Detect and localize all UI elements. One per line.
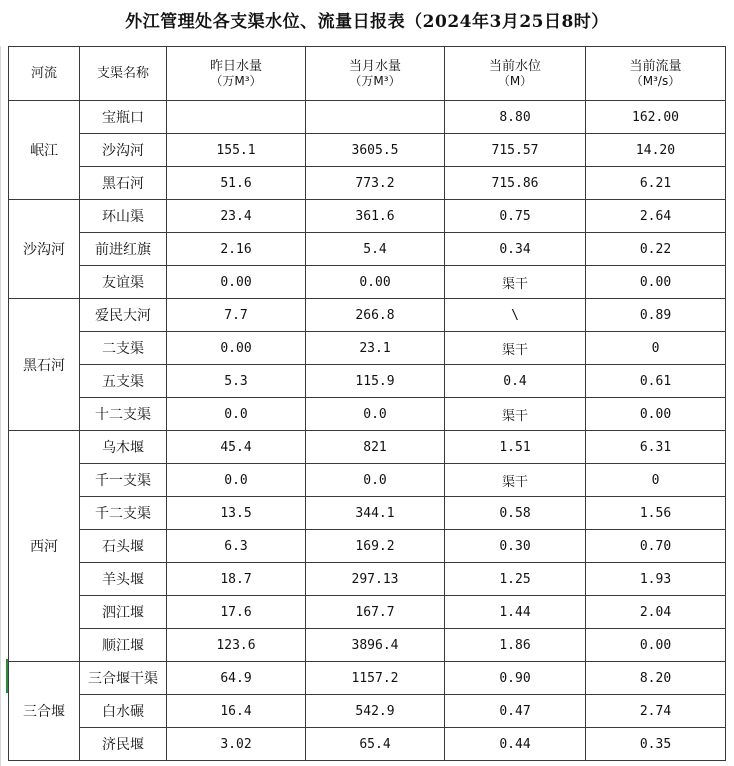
river-cell[interactable]: 岷江 bbox=[9, 101, 80, 200]
yesterday-volume-cell[interactable]: 5.3 bbox=[167, 365, 306, 398]
table-row bbox=[9, 464, 726, 497]
branch-cell[interactable]: 十二支渠 bbox=[80, 398, 167, 431]
flow-rate-cell[interactable]: 1.93 bbox=[586, 563, 726, 596]
table-row bbox=[9, 398, 726, 431]
branch-cell[interactable]: 千二支渠 bbox=[80, 497, 167, 530]
header-yesterday[interactable] bbox=[167, 47, 306, 101]
month-volume-cell[interactable]: 169.2 bbox=[306, 530, 445, 563]
yesterday-volume-cell[interactable]: 0.00 bbox=[167, 332, 306, 365]
table-row bbox=[9, 365, 726, 398]
yesterday-volume-cell[interactable]: 23.4 bbox=[167, 200, 306, 233]
flow-rate-cell[interactable]: 0.61 bbox=[586, 365, 726, 398]
water-level-cell[interactable]: 715.86 bbox=[445, 167, 586, 200]
header-flow-unit: （M³/s） bbox=[630, 73, 681, 88]
flow-rate-cell[interactable]: 0.70 bbox=[586, 530, 726, 563]
header-month-unit: （万M³） bbox=[349, 73, 401, 88]
water-level-cell[interactable]: 1.25 bbox=[445, 563, 586, 596]
water-level-cell[interactable]: 渠干 bbox=[445, 266, 586, 299]
month-volume-cell[interactable]: 773.2 bbox=[306, 167, 445, 200]
branch-cell[interactable]: 羊头堰 bbox=[80, 563, 167, 596]
table-row bbox=[9, 332, 726, 365]
row-selection-marker bbox=[6, 659, 8, 693]
yesterday-volume-cell[interactable]: 0.0 bbox=[167, 398, 306, 431]
report-table bbox=[8, 46, 726, 761]
month-volume-cell[interactable]: 361.6 bbox=[306, 200, 445, 233]
branch-cell[interactable]: 宝瓶口 bbox=[80, 101, 167, 134]
header-flow-label: 当前流量 bbox=[629, 58, 682, 74]
sheet-left-rule bbox=[0, 46, 1, 766]
yesterday-volume-cell[interactable]: 64.9 bbox=[167, 662, 306, 695]
water-level-cell[interactable]: 0.58 bbox=[445, 497, 586, 530]
branch-cell[interactable]: 二支渠 bbox=[80, 332, 167, 365]
month-volume-cell[interactable]: 297.13 bbox=[306, 563, 445, 596]
water-level-cell[interactable]: \ bbox=[445, 299, 586, 332]
table-row bbox=[9, 134, 726, 167]
branch-cell[interactable]: 黑石河 bbox=[80, 167, 167, 200]
table-row bbox=[9, 662, 726, 695]
yesterday-volume-cell[interactable]: 2.16 bbox=[167, 233, 306, 266]
month-volume-cell[interactable]: 167.7 bbox=[306, 596, 445, 629]
header-yesterday-label: 昨日水量 bbox=[209, 58, 262, 74]
table-row bbox=[9, 596, 726, 629]
flow-rate-cell[interactable]: 0.00 bbox=[586, 629, 726, 662]
branch-cell[interactable]: 爱民大河 bbox=[80, 299, 167, 332]
water-level-cell[interactable]: 1.86 bbox=[445, 629, 586, 662]
branch-cell[interactable]: 泗江堰 bbox=[80, 596, 167, 629]
header-level-label: 当前水位 bbox=[488, 58, 541, 74]
yesterday-volume-cell[interactable]: 45.4 bbox=[167, 431, 306, 464]
water-level-cell[interactable]: 0.90 bbox=[445, 662, 586, 695]
table-row bbox=[9, 530, 726, 563]
water-level-cell[interactable]: 715.57 bbox=[445, 134, 586, 167]
branch-cell[interactable]: 前进红旗 bbox=[80, 233, 167, 266]
header-level[interactable] bbox=[445, 47, 586, 101]
river-cell[interactable]: 西河 bbox=[9, 431, 80, 662]
yesterday-volume-cell[interactable]: 6.3 bbox=[167, 530, 306, 563]
table-row bbox=[9, 431, 726, 464]
flow-rate-cell[interactable]: 0.00 bbox=[586, 266, 726, 299]
month-volume-cell[interactable]: 266.8 bbox=[306, 299, 445, 332]
water-level-cell[interactable]: 渠干 bbox=[445, 398, 586, 431]
month-volume-cell[interactable]: 0.0 bbox=[306, 398, 445, 431]
month-volume-cell[interactable]: 0.0 bbox=[306, 464, 445, 497]
month-volume-cell[interactable]: 3605.5 bbox=[306, 134, 445, 167]
branch-cell[interactable]: 环山渠 bbox=[80, 200, 167, 233]
water-level-cell[interactable]: 8.80 bbox=[445, 101, 586, 134]
month-volume-cell[interactable]: 65.4 bbox=[306, 728, 445, 761]
river-cell[interactable]: 沙沟河 bbox=[9, 200, 80, 299]
flow-rate-cell[interactable]: 0.00 bbox=[586, 398, 726, 431]
flow-rate-cell[interactable]: 2.04 bbox=[586, 596, 726, 629]
table-row bbox=[9, 497, 726, 530]
yesterday-volume-cell[interactable]: 0.00 bbox=[167, 266, 306, 299]
water-level-cell[interactable]: 0.75 bbox=[445, 200, 586, 233]
table-row bbox=[9, 563, 726, 596]
water-level-cell[interactable]: 0.30 bbox=[445, 530, 586, 563]
flow-rate-cell[interactable]: 162.00 bbox=[586, 101, 726, 134]
yesterday-volume-cell[interactable]: 0.0 bbox=[167, 464, 306, 497]
table-row bbox=[9, 728, 726, 761]
yesterday-volume-cell[interactable]: 13.5 bbox=[167, 497, 306, 530]
report-table-wrap bbox=[8, 46, 725, 761]
flow-rate-cell[interactable]: 2.64 bbox=[586, 200, 726, 233]
water-level-cell[interactable]: 0.44 bbox=[445, 728, 586, 761]
water-level-cell[interactable]: 0.4 bbox=[445, 365, 586, 398]
branch-cell[interactable]: 五支渠 bbox=[80, 365, 167, 398]
month-volume-cell[interactable]: 115.9 bbox=[306, 365, 445, 398]
month-volume-cell[interactable]: 1157.2 bbox=[306, 662, 445, 695]
yesterday-volume-cell[interactable]: 155.1 bbox=[167, 134, 306, 167]
yesterday-volume-cell[interactable]: 7.7 bbox=[167, 299, 306, 332]
branch-cell[interactable]: 沙沟河 bbox=[80, 134, 167, 167]
branch-cell[interactable]: 白水碾 bbox=[80, 695, 167, 728]
flow-rate-cell[interactable]: 8.20 bbox=[586, 662, 726, 695]
table-row bbox=[9, 629, 726, 662]
table-body bbox=[9, 101, 726, 761]
table-row bbox=[9, 266, 726, 299]
yesterday-volume-cell[interactable] bbox=[167, 101, 306, 134]
branch-cell[interactable]: 友谊渠 bbox=[80, 266, 167, 299]
flow-rate-cell[interactable]: 1.56 bbox=[586, 497, 726, 530]
table-row bbox=[9, 167, 726, 200]
flow-rate-cell[interactable]: 0.89 bbox=[586, 299, 726, 332]
branch-cell[interactable]: 三合堰干渠 bbox=[80, 662, 167, 695]
river-cell[interactable]: 黑石河 bbox=[9, 299, 80, 431]
yesterday-volume-cell[interactable]: 123.6 bbox=[167, 629, 306, 662]
flow-rate-cell[interactable]: 0.35 bbox=[586, 728, 726, 761]
month-volume-cell[interactable]: 821 bbox=[306, 431, 445, 464]
flow-rate-cell[interactable]: 14.20 bbox=[586, 134, 726, 167]
month-volume-cell[interactable]: 344.1 bbox=[306, 497, 445, 530]
table-row bbox=[9, 299, 726, 332]
water-level-cell[interactable]: 0.47 bbox=[445, 695, 586, 728]
month-volume-cell[interactable] bbox=[306, 101, 445, 134]
month-volume-cell[interactable]: 5.4 bbox=[306, 233, 445, 266]
table-row bbox=[9, 233, 726, 266]
header-river[interactable]: 河流 bbox=[9, 47, 80, 101]
month-volume-cell[interactable]: 542.9 bbox=[306, 695, 445, 728]
flow-rate-cell[interactable]: 0.22 bbox=[586, 233, 726, 266]
branch-cell[interactable]: 乌木堰 bbox=[80, 431, 167, 464]
report-title: 外江管理处各支渠水位、流量日报表（2024年3月25日8时） bbox=[125, 12, 609, 32]
table-row bbox=[9, 200, 726, 233]
yesterday-volume-cell[interactable]: 16.4 bbox=[167, 695, 306, 728]
header-level-unit: （M） bbox=[497, 73, 533, 88]
month-volume-cell[interactable]: 23.1 bbox=[306, 332, 445, 365]
water-level-cell[interactable]: 1.51 bbox=[445, 431, 586, 464]
header-flow[interactable] bbox=[586, 47, 726, 101]
water-level-cell[interactable]: 渠干 bbox=[445, 464, 586, 497]
month-volume-cell[interactable]: 0.00 bbox=[306, 266, 445, 299]
branch-cell[interactable]: 济民堰 bbox=[80, 728, 167, 761]
yesterday-volume-cell[interactable]: 17.6 bbox=[167, 596, 306, 629]
yesterday-volume-cell[interactable]: 18.7 bbox=[167, 563, 306, 596]
header-yesterday-unit: （万M³） bbox=[210, 73, 262, 88]
table-row bbox=[9, 101, 726, 134]
table-row bbox=[9, 695, 726, 728]
header-row bbox=[9, 47, 726, 101]
flow-rate-cell[interactable]: 0 bbox=[586, 332, 726, 365]
water-level-cell[interactable]: 1.44 bbox=[445, 596, 586, 629]
header-month-label: 当月水量 bbox=[348, 58, 401, 74]
header-month[interactable] bbox=[306, 47, 445, 101]
water-level-cell[interactable]: 0.34 bbox=[445, 233, 586, 266]
branch-cell[interactable]: 石头堰 bbox=[80, 530, 167, 563]
month-volume-cell[interactable]: 3896.4 bbox=[306, 629, 445, 662]
branch-cell[interactable]: 千一支渠 bbox=[80, 464, 167, 497]
branch-cell[interactable]: 顺江堰 bbox=[80, 629, 167, 662]
water-level-cell[interactable]: 渠干 bbox=[445, 332, 586, 365]
yesterday-volume-cell[interactable]: 3.02 bbox=[167, 728, 306, 761]
header-branch[interactable]: 支渠名称 bbox=[80, 47, 167, 101]
flow-rate-cell[interactable]: 0 bbox=[586, 464, 726, 497]
river-cell[interactable]: 三合堰 bbox=[9, 662, 80, 761]
flow-rate-cell[interactable]: 6.31 bbox=[586, 431, 726, 464]
flow-rate-cell[interactable]: 2.74 bbox=[586, 695, 726, 728]
flow-rate-cell[interactable]: 6.21 bbox=[586, 167, 726, 200]
yesterday-volume-cell[interactable]: 51.6 bbox=[167, 167, 306, 200]
